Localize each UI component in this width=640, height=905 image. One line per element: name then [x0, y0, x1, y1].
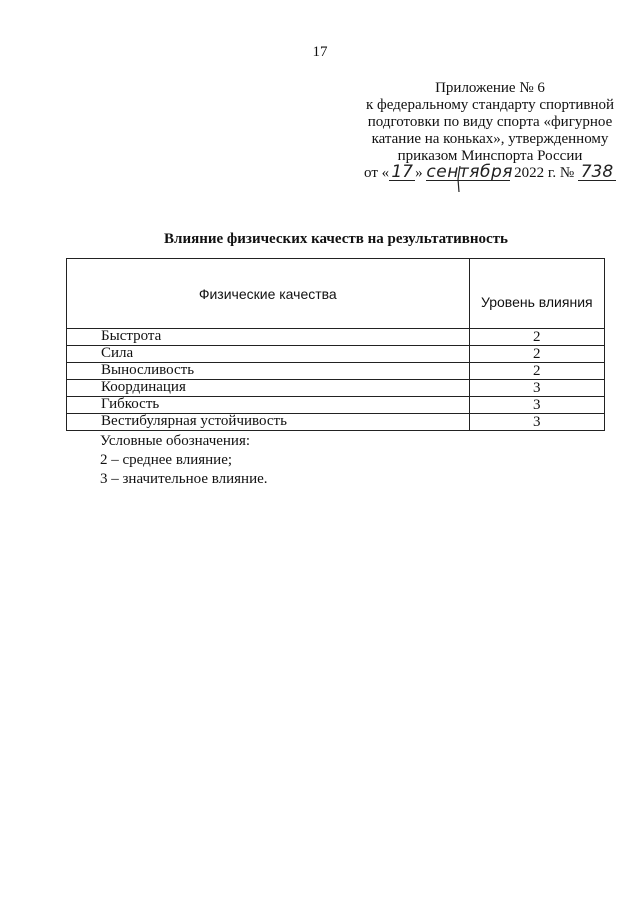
cell-level: 3: [469, 380, 604, 397]
date-year: 2022 г. №: [514, 165, 575, 181]
date-prefix: от «: [364, 165, 390, 181]
cell-level: 3: [469, 414, 604, 431]
page-number: 17: [312, 44, 328, 60]
cell-level: 3: [469, 397, 604, 414]
cell-level: 2: [469, 363, 604, 380]
order-number-handwritten: 738: [578, 165, 616, 181]
handwritten-stroke: [455, 166, 463, 192]
annex-date-line: [340, 162, 640, 182]
table-row: [67, 397, 605, 414]
date-month-handwritten: сентября: [426, 162, 513, 182]
annex-line-5: приказом Минспорта России: [397, 148, 583, 164]
table-row: [67, 329, 605, 346]
table-row: [67, 363, 605, 380]
legend-item: 3 – значительное влияние.: [100, 471, 268, 487]
cell-level: 2: [469, 329, 604, 346]
cell-quality: Вестибулярная устойчивость: [67, 414, 470, 431]
legend: [100, 432, 268, 489]
annex-title: Приложение № 6: [435, 80, 545, 96]
annex-header: [340, 80, 640, 182]
header-qualities: Физические качества: [67, 259, 470, 329]
cell-quality: Выносливость: [67, 363, 470, 380]
cell-level: 2: [469, 346, 604, 363]
annex-line-4: катание на коньках», утвержденному: [371, 131, 609, 147]
cell-quality: Гибкость: [67, 397, 470, 414]
table-row: [67, 346, 605, 363]
table-row: [67, 380, 605, 397]
header-level: Уровень влияния: [469, 259, 604, 329]
legend-heading: Условные обозначения:: [100, 433, 251, 449]
table-row: [67, 414, 605, 431]
page-title: Влияние физических качеств на результативность: [164, 231, 508, 247]
table-header-row: [67, 259, 605, 329]
date-quote-close: »: [415, 165, 423, 181]
date-day-handwritten: 17: [389, 165, 415, 181]
legend-item: 2 – среднее влияние;: [100, 452, 233, 468]
annex-line-2: к федеральному стандарту спортивной: [365, 97, 615, 113]
qualities-table: [66, 258, 605, 431]
cell-quality: Быстрота: [67, 329, 470, 346]
cell-quality: Сила: [67, 346, 470, 363]
annex-line-3: подготовки по виду спорта «фигурное: [367, 114, 613, 130]
cell-quality: Координация: [67, 380, 470, 397]
